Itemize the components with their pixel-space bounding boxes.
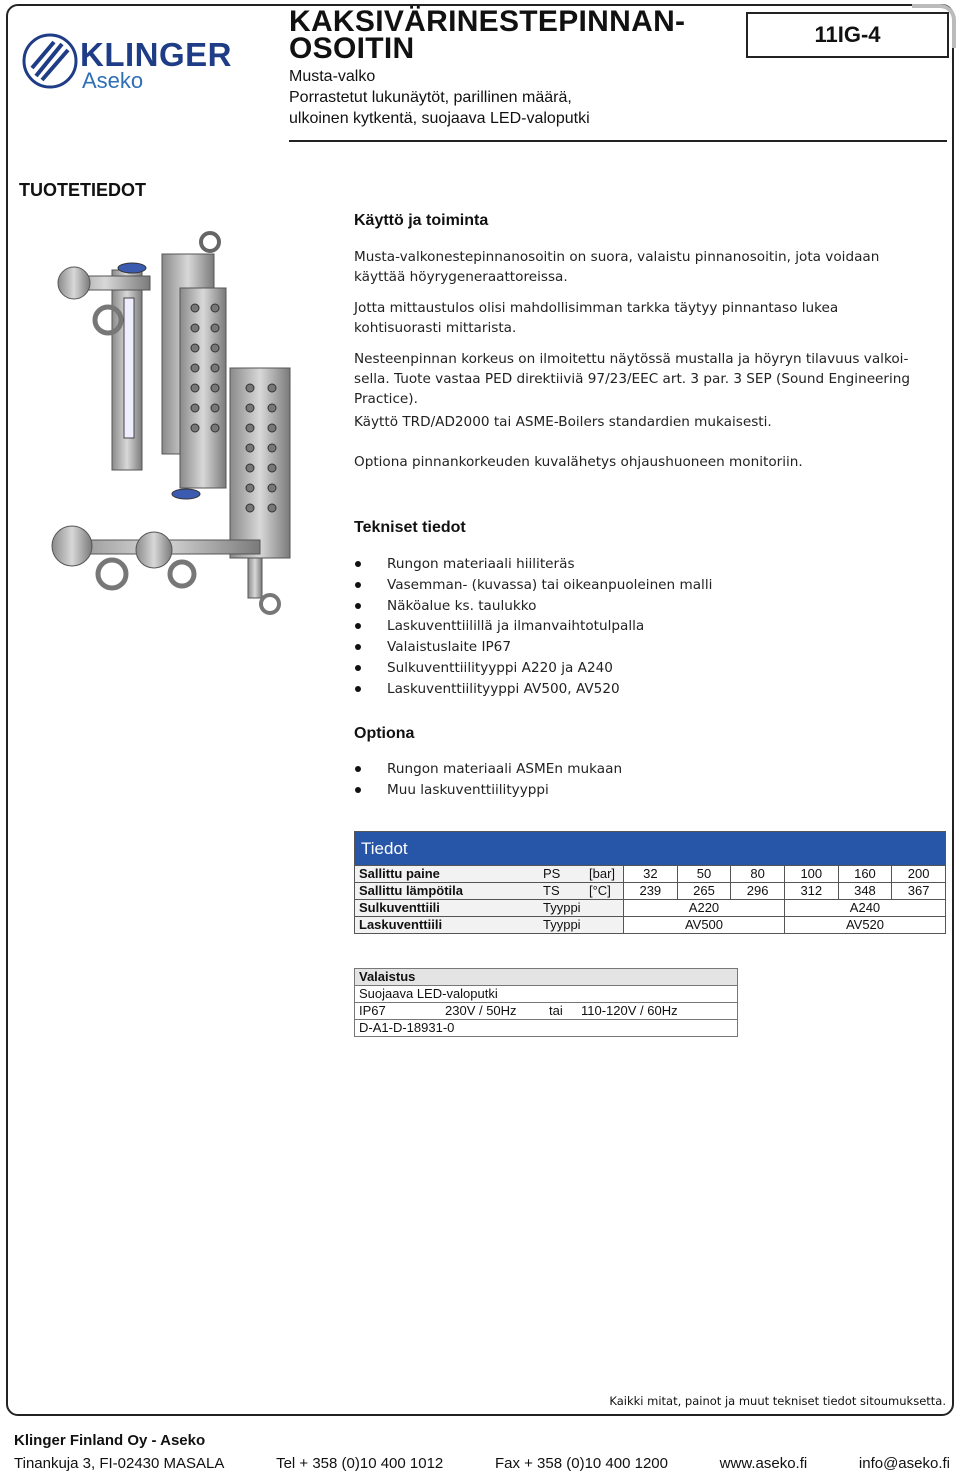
klinger-logo-mark-icon [22, 30, 78, 92]
header-divider [289, 140, 947, 142]
tech-list [354, 554, 712, 700]
lighting-table-title: Valaistus [355, 969, 738, 986]
table-cell: 296 [731, 883, 785, 900]
table-cell: tai [549, 1003, 563, 1018]
usage-paragraph: Optiona pinnankorkeuden kuvalähetys ohjaushuoneen monitoriin. [354, 454, 803, 470]
table-cell: Laskuventtiili [355, 917, 540, 934]
table-cell: 367 [892, 883, 946, 900]
table-cell: 80 [731, 866, 785, 883]
table-cell: 160 [838, 866, 892, 883]
subtitle-line: Musta-valko [289, 68, 376, 85]
usage-paragraph: Käyttö TRD/AD2000 tai ASME-Boilers standardien mukaisesti. [354, 414, 772, 430]
table-cell: Suojaava LED-valoputki [355, 986, 738, 1003]
logo-sub-text: Aseko [82, 68, 144, 93]
table-cell: 265 [677, 883, 731, 900]
list-item: Rungon materiaali ASMEn mukaan [354, 759, 622, 780]
table-cell: PS [539, 866, 585, 883]
company-name: Klinger Finland Oy - Aseko [14, 1432, 206, 1449]
table-row [355, 917, 946, 934]
footer-email-link[interactable]: info@aseko.fi [858, 1455, 950, 1472]
footer-web-link[interactable]: www.aseko.fi [719, 1455, 808, 1472]
subtitle-line: ulkoinen kytkentä, suojaava LED-valoputki [289, 110, 590, 127]
table-cell: 200 [892, 866, 946, 883]
table-cell: [bar] [585, 866, 624, 883]
options-heading: Optiona [354, 725, 415, 742]
table-cell: 312 [784, 883, 838, 900]
table-row [355, 900, 946, 917]
product-code-box: 11IG-4 [746, 12, 949, 58]
title-line-2: OSOITIN [289, 32, 415, 65]
table-cell: 100 [784, 866, 838, 883]
list-item: Muu laskuventtiilityyppi [354, 780, 622, 801]
options-list [354, 759, 622, 801]
table-cell: 348 [838, 883, 892, 900]
tech-heading: Tekniset tiedot [354, 519, 466, 536]
klinger-logo [22, 30, 254, 100]
footer-fax: Fax + 358 (0)10 400 1200 [494, 1455, 668, 1472]
table-cell: AV500 [624, 917, 785, 934]
table-cell: 239 [624, 883, 678, 900]
title-line-1: KAKSIVÄRINESTEPINNAN- [289, 5, 686, 38]
table-cell: 110-120V / 60Hz [581, 1003, 678, 1018]
spec-table [354, 831, 946, 934]
table-cell: [°C] [585, 883, 624, 900]
list-item: Laskuventtiilillä ja ilmanvaihtotulpalla [354, 616, 712, 637]
table-cell: TS [539, 883, 585, 900]
list-item: Näköalue ks. taulukko [354, 596, 712, 617]
table-cell: Sulkuventtiili [355, 900, 540, 917]
level-gauge-product-image [50, 228, 350, 618]
table-cell: A220 [624, 900, 785, 917]
table-row [355, 1003, 738, 1020]
page-subtitle [289, 66, 590, 129]
footer [14, 1455, 950, 1472]
list-item: Vasemman- (kuvassa) tai oikeanpuoleinen malli [354, 575, 712, 596]
lighting-table [354, 968, 738, 1037]
list-item: Rungon materiaali hiiliteräs [354, 554, 712, 575]
subtitle-line: Porrastetut lukunäytöt, parillinen määrä, [289, 89, 572, 106]
spec-table-title: Tiedot [355, 832, 946, 866]
table-row [355, 866, 946, 883]
usage-paragraph: Jotta mittaustulos olisi mahdollisimman tarkka täytyy pinnantaso lukea kohtisuorasti mittarista. [354, 300, 839, 336]
table-cell: Sallittu paine [355, 866, 540, 883]
table-cell: Tyyppi [539, 917, 624, 934]
table-cell: A240 [784, 900, 945, 917]
page-title [289, 5, 686, 65]
section-title: TUOTETIEDOT [19, 180, 146, 200]
table-cell: Sallittu lämpötila [355, 883, 540, 900]
table-cell: 230V / 50Hz [445, 1003, 517, 1018]
usage-paragraph: Musta-valkonestepinnanosoitin on suora, valaistu pinnanosoitin, jota voidaan käyttää höyrygeneraattoreissa. [354, 249, 880, 285]
usage-paragraph: Nesteenpinnan korkeus on ilmoitettu näytössä mustalla ja höyryn tilavuus valkoi-sella. Tuote vastaa PED direktiiviä 97/23/EEC art. 3 par. 3 SEP (Sound Engineering Practice). [354, 351, 911, 407]
footer-tel: Tel + 358 (0)10 400 1012 [276, 1455, 444, 1472]
table-cell: D-A1-D-18931-0 [355, 1020, 738, 1037]
list-item: Sulkuventtiilityyppi A220 ja A240 [354, 658, 712, 679]
table-cell: Tyyppi [539, 900, 624, 917]
table-row [355, 883, 946, 900]
table-cell: AV520 [784, 917, 945, 934]
usage-heading: Käyttö ja toiminta [354, 212, 489, 229]
logo-brand-text: KLINGER [80, 36, 232, 73]
table-cell: IP67 [359, 1003, 386, 1018]
table-cell: 50 [677, 866, 731, 883]
footer-address: Tinankuja 3, FI-02430 MASALA [14, 1455, 225, 1472]
list-item: Laskuventtiilityyppi AV500, AV520 [354, 679, 712, 700]
table-cell: 32 [624, 866, 678, 883]
list-item: Valaistuslaite IP67 [354, 637, 712, 658]
disclaimer-text: Kaikki mitat, painot ja muut tekniset tiedot sitoumuksetta. [609, 1394, 946, 1408]
